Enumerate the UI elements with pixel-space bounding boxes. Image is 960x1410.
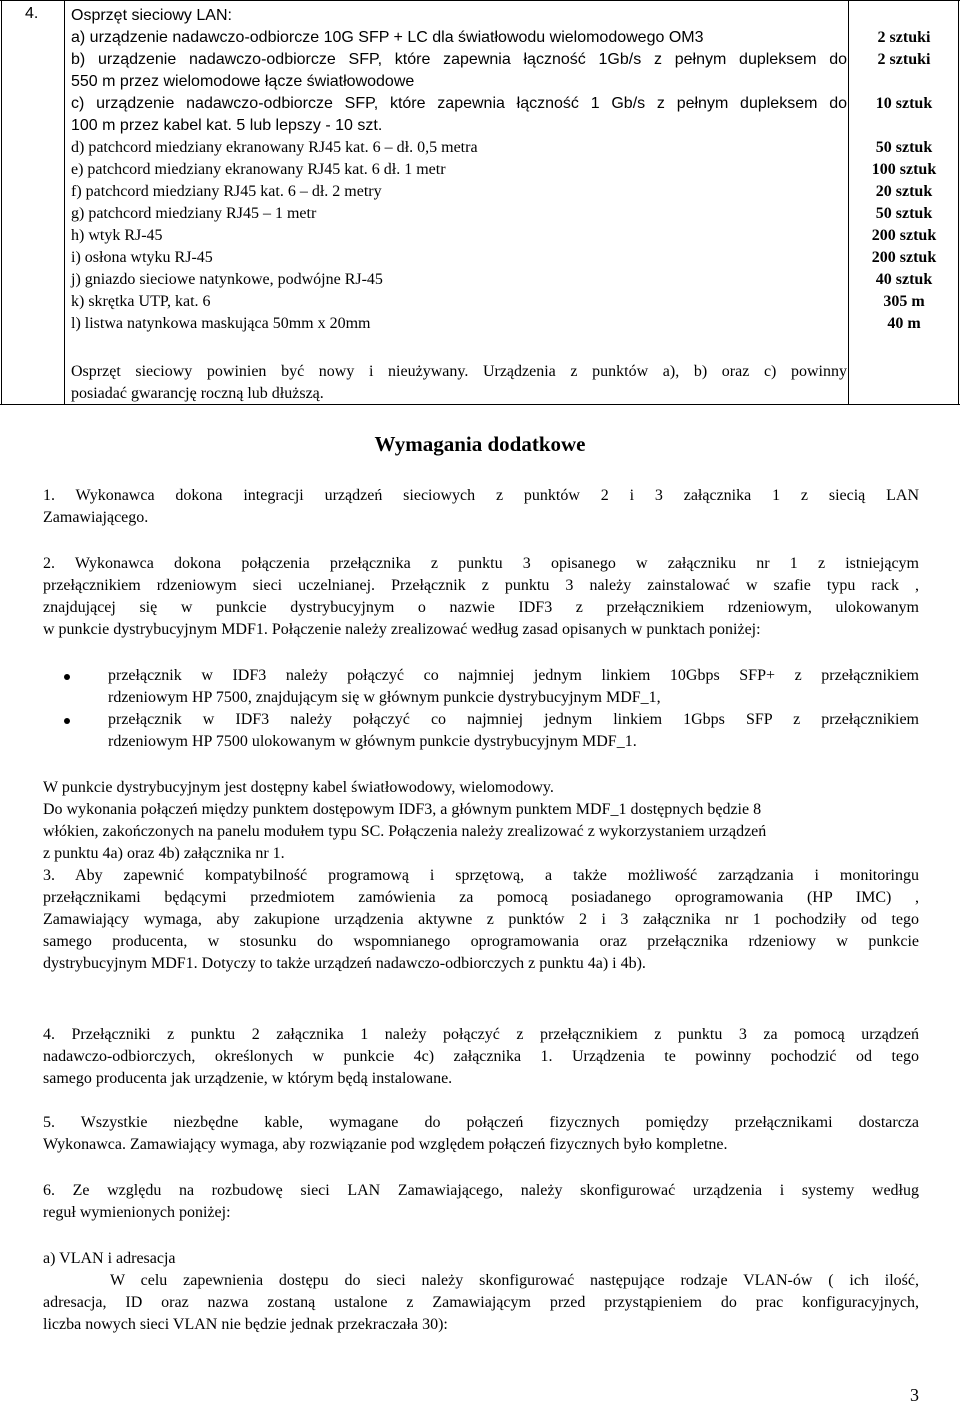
equipment-table [0, 0, 960, 405]
item-g: g) patchcord miedziany RJ45 – 1 metr [71, 205, 317, 222]
item-i: i) osłona wtyku RJ-45 [71, 249, 213, 266]
paragraph-5-line: nadawczo-odbiorczych, określonych w punkcie 4c) załącznika 1. Urządzenia te powinny pochodzić od tego [43, 1048, 919, 1065]
qty-j: 40 sztuk [875, 271, 933, 288]
row-number: 4. [25, 5, 39, 22]
qty-e: 100 sztuk [871, 161, 937, 178]
paragraph-3-line: Do wykonania połączeń między punktem dostępowym IDF3, a głównym punktem MDF_1 dostępnych będzie 8 [43, 801, 762, 818]
item-f: f) patchcord miedziany RJ45 kat. 6 – dł. 2 metry [71, 183, 382, 200]
paragraph-4-line: przełącznikami będącymi przedmiotem zamówienia za pomocą posiadanego oprogramowania (HP IMC) , [43, 889, 919, 906]
item-c: c) urządzenie nadawczo-odbiorcze SFP, które zapewnia łączność 1 Gb/s z pełnym dupleksem do [71, 95, 847, 112]
qty-h: 200 sztuk [871, 227, 937, 244]
bullet-line: przełącznik w IDF3 należy połączyć co najmniej jednym linkiem 10Gbps SFP+ z przełącznikiem [108, 667, 919, 684]
item-e: e) patchcord miedziany ekranowany RJ45 kat. 6 dł. 1 metr [71, 161, 446, 178]
paragraph-6-line: 5. Wszystkie niezbędne kable, wymagane do połączeń fizycznych pomiędzy przełącznikami dostarcza [43, 1114, 919, 1131]
paragraph-1-line: Zamawiającego. [43, 509, 149, 526]
paragraph-4-line: dystrybucyjnym MDF1. Dotyczy to także urządzeń nadawczo-odbiorczych z punktu 4a) i 4b). [43, 955, 646, 972]
paragraph-8-line: liczba nowych sieci VLAN nie będzie jednak przekraczała 30): [43, 1316, 448, 1333]
paragraph-8-line: adresacja, ID oraz nazwa zostaną ustalone z Zamawiającym przed przystąpieniem do prac konfiguracyjnych, [43, 1294, 919, 1311]
paragraph-5-line: samego producenta jak urządzenie, w którym będą instalowane. [43, 1070, 453, 1087]
paragraph-3 [43, 777, 919, 865]
paragraph-5 [43, 1024, 919, 1090]
bullet-dot [64, 674, 70, 680]
bullet-item-1 [108, 665, 919, 709]
table-heading: Osprzęt sieciowy LAN: [71, 7, 232, 24]
table-divider-1 [64, 0, 65, 405]
paragraph-8-line: W celu zapewnienia dostępu do sieci należy skonfigurować następujące rodzaje VLAN-ów ( ich ilość, [110, 1272, 919, 1289]
paragraph-5-line: 4. Przełączniki z punktu 2 załącznika 1 należy połączyć z przełącznikiem z punktu 3 za pomocą urządzeń [43, 1026, 919, 1043]
table-note-line2: posiadać gwarancję roczną lub dłuższą. [71, 385, 324, 402]
paragraph-7 [43, 1180, 919, 1224]
item-a: a) urządzenie nadawczo-odbiorcze 10G SFP + LC dla światłowodu wielomodowego OM3 [71, 29, 704, 46]
section-title: Wymagania dodatkowe [374, 432, 586, 456]
qty-l: 40 m [887, 315, 921, 332]
paragraph-6 [43, 1112, 919, 1156]
qty-k: 305 m [883, 293, 925, 310]
paragraph-3-line: W punkcie dystrybucyjnym jest dostępny kabel światłowodowy, wielomodowy. [43, 779, 554, 796]
item-c-cont: 100 m przez kabel kat. 5 lub lepszy - 10 szt. [71, 117, 383, 134]
paragraph-7-line: 6. Ze względu na rozbudowę sieci LAN Zamawiającego, należy skonfigurować urządzenia i systemy według [43, 1182, 919, 1199]
paragraph-3-line: włókien, zakończonych na panelu modułem typu SC. Połączenia należy zrealizować z wykorzystaniem urządzeń [43, 823, 767, 840]
paragraph-7-line: reguł wymienionych poniżej: [43, 1204, 231, 1221]
item-d: d) patchcord miedziany ekranowany RJ45 kat. 6 – dł. 0,5 metra [71, 139, 478, 156]
paragraph-4 [43, 865, 919, 975]
paragraph-1-line: 1. Wykonawca dokona integracji urządzeń sieciowych z punktów 2 i 3 załącznika 1 z siecią LAN [43, 487, 919, 504]
paragraph-4-line: samego producenta, w stosunku do wspomnianego oprogramowania oraz przełącznika rdzeniowy w punkcie [43, 933, 919, 950]
bullet-line: przełącznik w IDF3 należy połączyć co najmniej jednym linkiem 1Gbps SFP z przełącznikiem [108, 711, 919, 728]
bullet-item-2 [108, 709, 919, 753]
paragraph-6-line: Wykonawca. Zamawiający wymaga, aby rozwiązanie pod względem połączeń fizycznych było kompletne. [43, 1136, 728, 1153]
table-border-left [1, 0, 2, 405]
table-note-line1: Osprzęt sieciowy powinien być nowy i nieużywany. Urządzenia z punktów a), b) oraz c) powinny [71, 363, 847, 380]
paragraph-2-line: w punkcie dystrybucyjnym MDF1. Połączenie należy zrealizować według zasad opisanych w punktach poniżej: [43, 621, 761, 638]
paragraph-4-line: Zamawiający wymaga, aby zakupione urządzenia aktywne z punktów 2 i 3 załącznika nr 1 pochodziły od tego [43, 911, 919, 928]
bullet-dot [64, 718, 70, 724]
table-note [71, 361, 847, 405]
item-b-cont: 550 m przez wielomodowe łącze światłowodowe [71, 73, 415, 90]
paragraph-4-line: 3. Aby zapewnić kompatybilność programową i sprzętową, a także możliwość zarządzania i monitoringu [43, 867, 919, 884]
paragraph-2-line: znajdującej się w punkcie dystrybucyjnym o nazwie IDF3 z przełącznikiem rdzeniowym, ulokowanym [43, 599, 919, 616]
paragraph-8 [43, 1248, 919, 1336]
item-j: j) gniazdo sieciowe natynkowe, podwójne RJ-45 [71, 271, 383, 288]
paragraph-2-line: 2. Wykonawca dokona połączenia przełącznika z punktu 3 opisanego w załączniku nr 1 z istniejącym [43, 555, 919, 572]
vlan-heading: a) VLAN i adresacja [43, 1250, 176, 1267]
qty-d: 50 sztuk [875, 139, 933, 156]
paragraph-1 [43, 485, 919, 529]
qty-c: 10 sztuk [875, 95, 933, 112]
item-b: b) urządzenie nadawczo-odbiorcze SFP, które zapewnia łączność 1Gb/s z pełnym dupleksem do [71, 51, 847, 68]
qty-b: 2 sztuki [877, 51, 931, 68]
paragraph-2 [43, 553, 919, 641]
bullet-line: rdzeniowym HP 7500 ulokowanym w głównym punkcie dystrybucyjnym MDF_1. [108, 733, 637, 750]
paragraph-3-line: z punktu 4a) oraz 4b) załącznika nr 1. [43, 845, 285, 862]
qty-f: 20 sztuk [875, 183, 933, 200]
item-h: h) wtyk RJ-45 [71, 227, 163, 244]
qty-i: 200 sztuk [871, 249, 937, 266]
item-l: l) listwa natynkowa maskująca 50mm x 20mm [71, 315, 371, 332]
table-border-top [0, 0, 960, 1]
page-number: 3 [910, 1385, 919, 1405]
paragraph-2-line: przełącznikiem rdzeniowym sieci uczelnianej. Przełącznik z punktu 3 należy zainstalować w szafie typu rack , [43, 577, 919, 594]
bullet-line: rdzeniowym HP 7500, znajdującym się w głównym punkcie dystrybucyjnym MDF_1, [108, 689, 661, 706]
item-k: k) skrętka UTP, kat. 6 [71, 293, 211, 310]
qty-a: 2 sztuki [877, 29, 931, 46]
qty-g: 50 sztuk [875, 205, 933, 222]
